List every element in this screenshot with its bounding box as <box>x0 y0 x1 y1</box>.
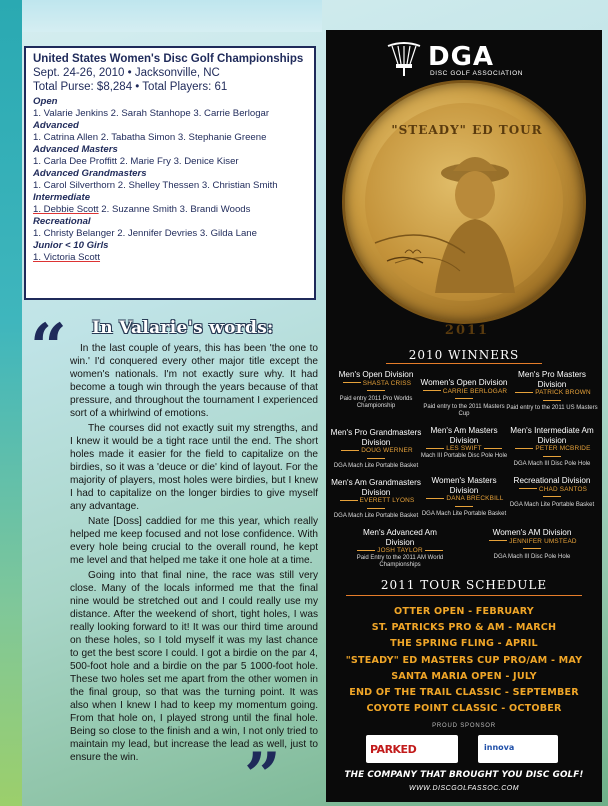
page-top-band <box>22 0 322 32</box>
winner-name-text: PATRICK BROWN <box>535 389 591 396</box>
division-name: Open <box>33 96 58 107</box>
winner-name-text: PETER MCBRIDE <box>535 445 591 452</box>
sponsor-parked-logo <box>366 735 458 763</box>
winner-division: Men's Advanced Am Division <box>363 528 437 547</box>
dga-advertisement <box>326 30 602 802</box>
dga-logo-text: DGA <box>428 42 495 72</box>
tour-event: "STEADY" ED MASTERS CUP PRO/AM - MAY <box>345 654 583 666</box>
open-quote-mark: “ <box>30 310 67 385</box>
winner-entry <box>330 370 422 410</box>
sponsor-label: PROUD SPONSOR <box>432 723 496 729</box>
winner-entry <box>506 370 598 412</box>
winner-entry <box>418 378 510 418</box>
division-name: Advanced Grandmasters <box>33 168 147 179</box>
coin-title: "STEADY" ED TOUR <box>391 123 543 137</box>
tour-schedule-title: 2011 TOUR SCHEDULE <box>380 578 548 592</box>
winner-entry <box>506 476 598 509</box>
winner-division: Men's Pro Grandmasters Division <box>330 428 422 447</box>
winner-name <box>354 547 446 555</box>
tour-events <box>326 604 602 717</box>
winner-name <box>418 388 510 404</box>
winner-name <box>506 389 598 405</box>
winner-name-text: CHAD SANTOS <box>538 485 588 493</box>
winner-prize: DGA Mach III Disc Pole Hole <box>513 461 591 467</box>
dga-logo-subtitle: DISC GOLF ASSOCIATION <box>430 70 524 77</box>
winner-division: Men's Pro Masters Division <box>518 370 586 389</box>
highlighted-winner: 1. Debbie Scott <box>33 204 99 215</box>
parked-logo-text: PARKED <box>370 743 417 756</box>
winner-name-text: JOSH TAYLOR <box>377 547 423 554</box>
page-spine <box>0 0 22 806</box>
division-name: Intermediate <box>33 192 91 203</box>
division-results-rest: 2. Suzanne Smith 3. Brandi Woods <box>98 204 251 215</box>
winner-prize: DGA Mach Lite Portable Basket <box>421 511 507 517</box>
winner-name <box>418 495 510 511</box>
winner-name-text: DANA BRECKBILL <box>446 495 504 502</box>
winner-division: Women's Open Division <box>420 378 508 387</box>
winner-entry <box>486 528 578 561</box>
article-body <box>70 342 318 766</box>
tour-event: END OF THE TRAIL CLASSIC - SEPTEMBER <box>349 687 579 699</box>
innova-logo-text: innova <box>484 743 515 752</box>
winner-entry <box>418 426 510 460</box>
winner-prize: DGA Mach Lite Portable Basket <box>509 501 595 508</box>
division-name: Junior < 10 Girls <box>33 240 109 251</box>
tour-event: THE SPRING FLING - APRIL <box>390 638 538 650</box>
close-quote-mark: ” <box>244 739 281 806</box>
coin-year: 2011 <box>444 323 490 338</box>
results-purse: Total Purse: $8,284 • Total Players: 61 <box>33 81 228 93</box>
ad-website: WWW.DISCGOLFASSOC.COM <box>408 785 520 792</box>
winner-name <box>330 497 422 513</box>
winner-name <box>330 447 422 463</box>
winner-division: Recreational Division <box>513 476 591 485</box>
winner-name-text: LES SWIFT <box>446 445 482 452</box>
division-name: Advanced Masters <box>33 144 118 155</box>
winner-entry <box>330 428 422 470</box>
winner-division: Men's Intermediate Am Division <box>510 426 594 445</box>
winner-prize: Paid entry to the 2011 Masters Cup <box>423 403 505 417</box>
winner-prize: Mach III Portable Disc Pole Hole <box>420 453 508 459</box>
disc-basket-icon <box>384 38 424 78</box>
winner-entry <box>330 478 422 520</box>
division-results: 1. Carol Silverthorn 2. Shelley Thessen 3. Christian Smith <box>33 180 278 191</box>
winner-prize: DGA Mach Lite Portable Basket <box>333 463 419 469</box>
winner-division: Men's Am Masters Division <box>430 426 498 445</box>
winner-prize: Paid entry to the 2011 US Masters <box>506 405 598 411</box>
results-date: Sept. 24-26, 2010 • Jacksonville, NC <box>33 67 220 79</box>
article-paragraph: In the last couple of years, this has been 'the one to win.' I'd conquered every other major title except the women's nationals. I'm not exactly sure why. It had become a tough win through the years because of that pressure, and throughout the tournament I experienced sort of a whirlwind of emotions. <box>70 343 318 419</box>
division-results: 1. Valarie Jenkins 2. Sarah Stanhope 3. Carrie Berlogar <box>33 108 270 119</box>
winner-division: Women's AM Division <box>492 528 572 537</box>
winner-entry <box>506 426 598 468</box>
highlighted-winner: 1. Victoria Scott <box>33 252 101 263</box>
tour-event: OTTER OPEN - FEBRUARY <box>394 606 534 617</box>
winner-division: Men's Am Grandmasters Division <box>331 478 421 497</box>
winner-name-text: CARRIE BERLOGAR <box>442 387 508 395</box>
results-title: United States Women's Disc Golf Championships <box>33 53 304 65</box>
winners-title: 2010 WINNERS <box>408 348 520 362</box>
winner-prize: Paid entry 2011 Pro Worlds Championship <box>339 395 413 409</box>
tour-event: SANTA MARIA OPEN - JULY <box>391 670 537 682</box>
results-box <box>24 46 316 300</box>
tour-schedule-divider <box>346 595 582 596</box>
winner-name-text: DOUG WERNER <box>361 447 413 454</box>
winner-prize: DGA Mach Lite Portable Basket <box>333 513 419 519</box>
division-name: Recreational <box>33 216 91 227</box>
winner-name <box>330 380 422 396</box>
division-results: 1. Christy Belanger 2. Jennifer Devries 3. Gilda Lane <box>33 228 257 239</box>
article-paragraph: Nate [Doss] caddied for me this year, which really helped me keep focused and not lose confidence. With every hole being crucial to the overall round, he kept me level and that helped me take it one hole at a time. <box>70 516 318 566</box>
winner-entry <box>418 476 510 518</box>
winners-divider <box>386 363 542 364</box>
division-results <box>33 204 308 216</box>
ad-tagline: THE COMPANY THAT BROUGHT YOU DISC GOLF! <box>344 770 584 780</box>
division-name: Advanced <box>33 120 79 131</box>
division-results <box>33 252 308 264</box>
tour-event: ST. PATRICKS PRO & AM - MARCH <box>371 622 557 634</box>
division-results: 1. Carla Dee Proffitt 2. Marie Fry 3. Denice Kiser <box>33 156 239 167</box>
winner-name-text: JENNIFER UMSTEAD <box>509 537 577 545</box>
winner-name-text: SHASTA CRISS <box>362 379 412 387</box>
steady-ed-coin <box>342 80 586 338</box>
article-paragraph: Going into that final nine, the race was still very close. Many of the locals informed me that the final nine would be stretched out and I could really use my distance. After the weekend of short, tight holes, I was really looking forward to it! It was our third time around on these holes, so I told myself it was my last chance to get the best score I could. I got a birdie on the par 4, 500-foot hole and a birdie on the par 5 1000-foot hole. These two holes set me apart from the other women in the final group, so that was the turning point. It was also when I knew I had to keep my momentum going. From that hole on, I played strong until the final hole. Being so close to the finish and a win, I not only tried to maintain my lead, but increase the lead as well, just to ensure the win. <box>70 570 318 763</box>
winner-entry <box>354 528 446 569</box>
winner-prize: Paid Entry to the 2011 AM World Championships <box>356 555 444 568</box>
winner-name <box>486 538 578 554</box>
winner-name <box>506 486 598 502</box>
winner-name-text: EVERETT LYONS <box>359 497 415 504</box>
winner-division: Men's Open Division <box>338 370 414 379</box>
winner-name <box>506 445 598 461</box>
winner-name <box>418 445 510 453</box>
article-heading: In Valarie's words: <box>92 318 274 338</box>
division-results: 1. Catrina Allen 2. Tabatha Simon 3. Stephanie Greene <box>33 132 267 143</box>
tour-event: COYOTE POINT CLASSIC - OCTOBER <box>366 703 562 715</box>
sponsor-innova-logo <box>478 735 558 763</box>
winner-prize: DGA Mach III Disc Pole Hole <box>493 553 571 560</box>
article-paragraph: The courses did not exactly suit my strengths, and I knew it would be a tight race until the end. The short holes made it easier for the field to capitalize on the birdies, so it was a 'deuce or die' kind of layout. For the majority of players, most holes were birdies, but I knew I had to capitalize on the longer birdies to give myself any advantage. <box>70 423 318 512</box>
winner-division: Women's Masters Division <box>431 476 497 495</box>
